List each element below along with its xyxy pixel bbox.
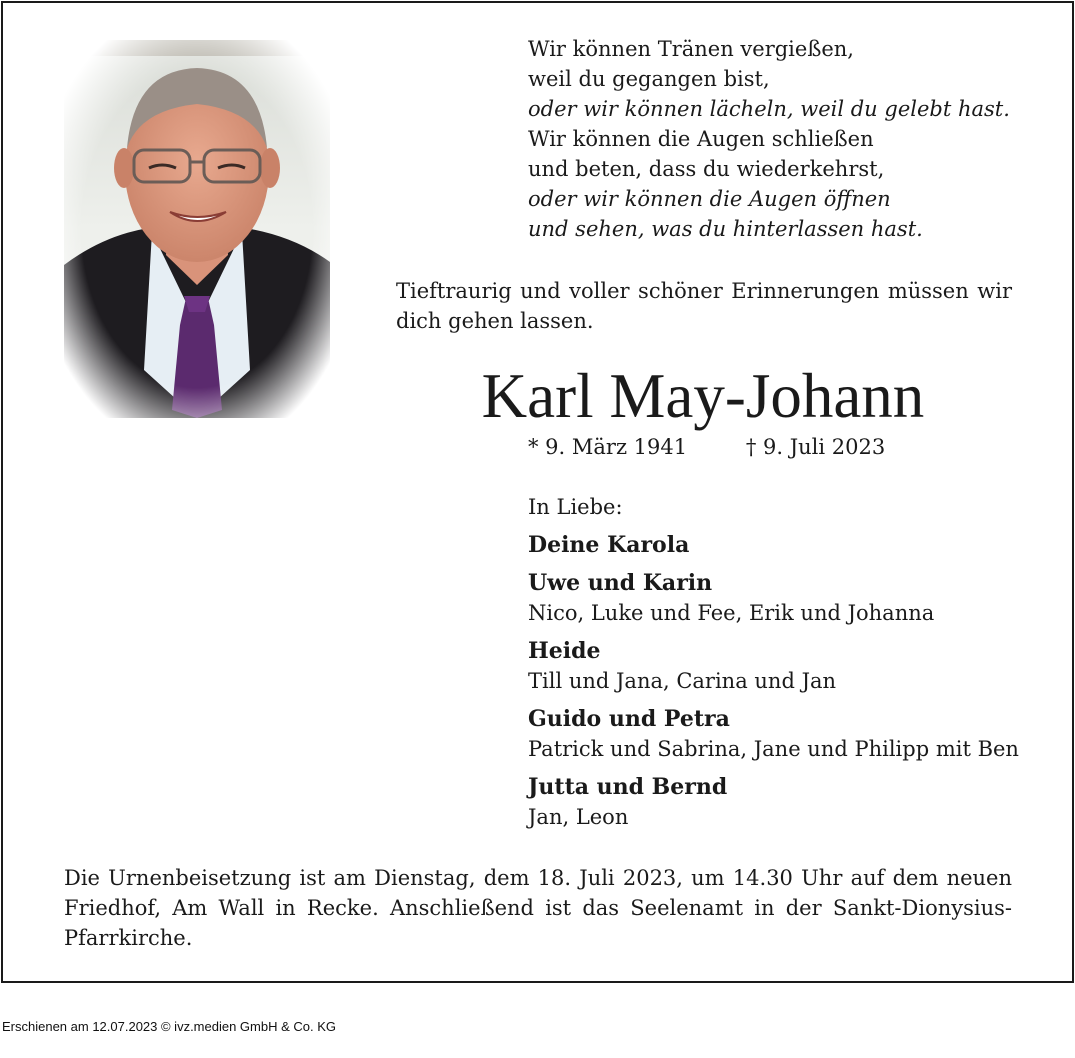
mourner-group [528, 568, 1048, 628]
mourner-group [528, 530, 1048, 560]
mourner-name: Uwe und Karin [528, 570, 713, 596]
poem-line: Wir können die Augen schließen [528, 127, 874, 151]
birth-date: * 9. März 1941 [528, 435, 688, 459]
mourner-family: Patrick und Sabrina, Jane und Philipp mit Ben [528, 737, 1019, 761]
poem [528, 34, 1028, 244]
portrait-photo [64, 40, 330, 418]
publication-credit: Erschienen am 12.07.2023 © ivz.medien GmbH & Co. KG [2, 1019, 337, 1034]
death-date: † 9. Juli 2023 [745, 435, 886, 459]
poem-line-italic: oder wir können die Augen öffnen [528, 187, 891, 211]
mourner-family: Nico, Luke und Fee, Erik und Johanna [528, 601, 935, 625]
poem-line: Wir können Tränen vergießen, [528, 37, 854, 61]
mourner-name: Guido und Petra [528, 706, 730, 732]
mourner-name: Heide [528, 638, 601, 664]
mourner-group [528, 772, 1048, 832]
poem-line: weil du gegangen bist, [528, 67, 770, 91]
life-dates [528, 432, 885, 462]
deceased-name: Karl May-Johann [481, 361, 925, 431]
mourners-list [528, 492, 1048, 832]
portrait-illustration [64, 40, 330, 418]
funeral-notice: Die Urnenbeisetzung ist am Dienstag, dem 18. Juli 2023, um 14.30 Uhr auf dem neuen Friedhof, Am Wall in Recke. Anschließend ist das Seelenamt in der Sankt-Dionysius-Pfarrkirche. [64, 866, 1012, 950]
poem-line-italic: und sehen, was du hinterlassen hast. [528, 217, 923, 241]
mourners-label: In Liebe: [528, 495, 623, 519]
mourner-family: Till und Jana, Carina und Jan [528, 669, 837, 693]
mourner-name: Jutta und Bernd [528, 774, 728, 800]
mourner-group [528, 636, 1048, 696]
poem-line-italic: oder wir können lächeln, weil du gelebt hast. [528, 97, 1010, 121]
poem-line: und beten, dass du wiederkehrst, [528, 157, 885, 181]
mourner-family: Jan, Leon [528, 805, 629, 829]
mourner-name: Deine Karola [528, 532, 690, 558]
intro-text: Tieftraurig und voller schöner Erinnerungen müssen wir dich gehen lassen. [396, 279, 1012, 333]
mourner-group [528, 704, 1048, 764]
